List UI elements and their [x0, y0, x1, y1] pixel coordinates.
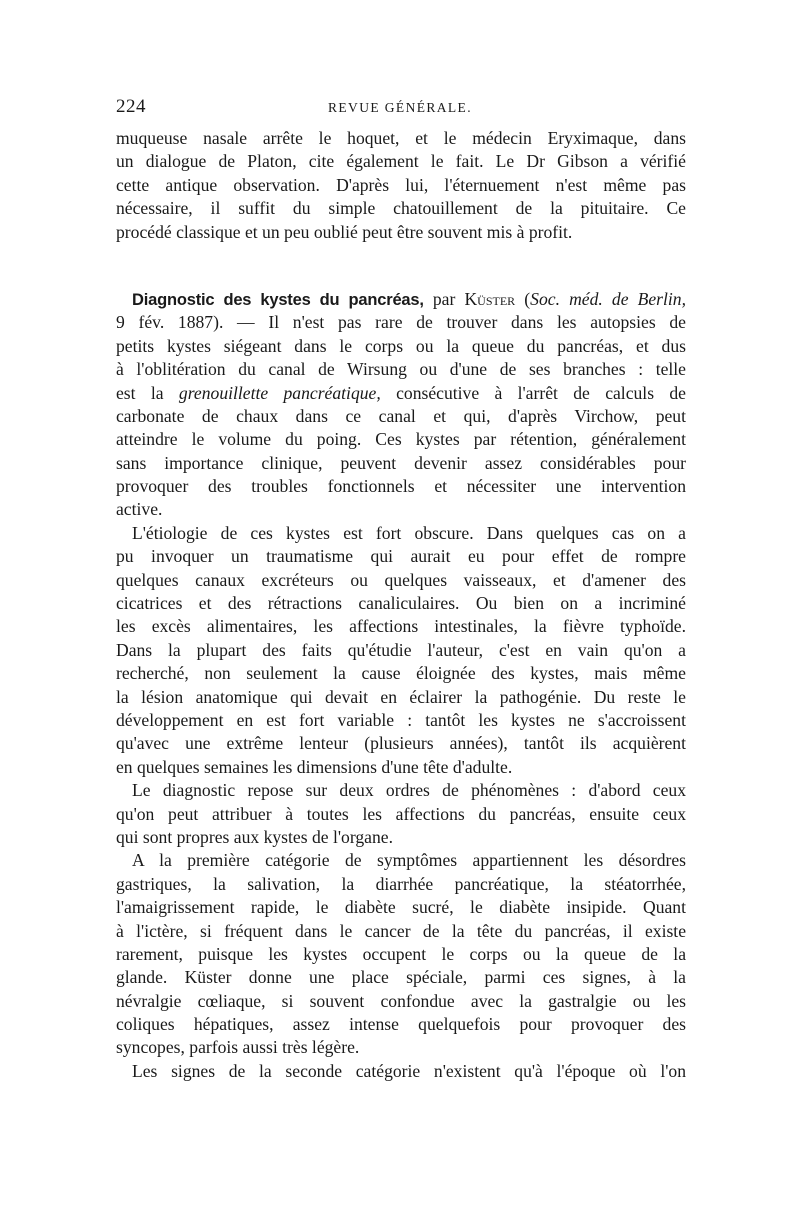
paragraph-diagnostic — [116, 779, 686, 849]
text-line: à l'ictère, si fréquent dans le cancer de la tête du pancréas, il existe — [116, 920, 686, 941]
text-line: quelques canaux excréteurs ou quelques vaisseaux, et d'amener des — [116, 569, 686, 590]
article-author: Küster — [464, 288, 516, 309]
text-line: recherché, non seulement la cause éloignée des kystes, mais même — [116, 663, 686, 684]
text-line: provoquer des troubles fonctionnels et nécessiter une intervention — [116, 476, 686, 497]
text-line: un dialogue de Platon, cite également le fait. Le Dr Gibson a vérifié — [116, 151, 686, 172]
body-text — [116, 127, 686, 1083]
text-line: développement en est fort variable : tantôt les kystes ne s'accroissent — [116, 709, 686, 730]
text-line: Le diagnostic repose sur deux ordres de phénomènes : d'abord ceux — [132, 780, 686, 801]
text-line: l'amaigrissement rapide, le diabète sucré, le diabète insipide. Quant — [116, 897, 686, 918]
text-line: les excès alimentaires, les affections intestinales, la fièvre typhoïde. — [116, 616, 686, 637]
text-line: névralgie cœliaque, si souvent confondue avec la gastralgie ou les — [116, 990, 686, 1011]
text-line: syncopes, parfois aussi très légère. — [116, 1037, 360, 1058]
text-line-grenouillette — [116, 382, 686, 405]
article-source: Soc. méd. de Berlin, — [530, 288, 686, 309]
article-source-open: ( — [515, 288, 531, 309]
text-line: Les signes de la seconde catégorie n'existent qu'à l'époque où l'on — [132, 1060, 686, 1081]
paragraph-etiologie — [116, 522, 686, 779]
text-line: la lésion anatomique qui devait en éclairer la pathogénie. Du reste le — [116, 686, 686, 707]
text-line: atteindre le volume du poing. Ces kystes par rétention, généralement — [116, 429, 686, 450]
text-line: pu invoquer un traumatisme qui aurait eu pour effet de rompre — [116, 546, 686, 567]
text-line: glande. Küster donne une place spéciale, parmi ces signes, à la — [116, 967, 686, 988]
text-line: Dans la plupart des faits qu'étudie l'auteur, c'est en vain qu'on a — [116, 639, 686, 660]
text-line: gastriques, la salivation, la diarrhée pancréatique, la stéatorrhée, — [116, 873, 686, 894]
text-line: muqueuse nasale arrête le hoquet, et le médecin Eryximaque, dans — [116, 128, 686, 148]
running-title: REVUE GÉNÉRALE. — [328, 100, 472, 115]
text-line: A la première catégorie de symptômes appartiennent les désordres — [132, 850, 686, 871]
text-line: procédé classique et un peu oublié peut être souvent mis à profit. — [116, 221, 573, 242]
text-line: L'étiologie de ces kystes est fort obscure. Dans quelques cas on a — [132, 522, 686, 543]
paragraph-hoquet — [116, 127, 686, 244]
article-kystes-pancreas — [116, 288, 686, 522]
section-gap — [116, 244, 686, 288]
article-heading: Diagnostic des kystes du pancréas, — [132, 290, 424, 309]
running-head — [116, 96, 686, 120]
line-part: consécutive à l'arrêt de calculs de — [380, 382, 686, 403]
text-line: petits kystes siégeant dans le corps ou la queue du pancréas, et dus — [116, 335, 686, 356]
text-line: cicatrices et des rétractions canaliculaires. Ou bien on a incriminé — [116, 593, 686, 614]
page-number: 224 — [116, 96, 146, 117]
text-line: active. — [116, 499, 163, 520]
article-heading-line — [116, 288, 686, 311]
text-line: coliques hépatiques, assez intense quelquefois pour provoquer des — [116, 1014, 686, 1035]
text-line: à l'oblitération du canal de Wirsung ou d'une de ses branches : telle — [116, 359, 686, 380]
text-line: en quelques semaines les dimensions d'une tête d'adulte. — [116, 756, 513, 777]
text-line: 9 fév. 1887). — Il n'est pas rare de trouver dans les autopsies de — [116, 312, 686, 333]
text-line: carbonate de chaux dans ce canal et qui, d'après Virchow, peut — [116, 405, 686, 426]
text-line: qu'avec une extrême lenteur (plusieurs années), tantôt ils acquièrent — [116, 733, 686, 754]
paragraph-seconde-categorie — [116, 1060, 686, 1083]
paragraph-premiere-categorie — [116, 849, 686, 1060]
text-line: sans importance clinique, peuvent devenir assez considérables pour — [116, 452, 686, 473]
line-part: est la — [116, 382, 179, 403]
text-line: qui sont propres aux kystes de l'organe. — [116, 826, 393, 847]
term-grenouillette: grenouillette pancréatique, — [178, 382, 381, 403]
text-line: qu'on peut attribuer à toutes les affections du pancréas, ensuite ceux — [116, 803, 686, 824]
text-line: nécessaire, il suffit du simple chatouillement de la pituitaire. Ce — [116, 198, 686, 219]
text-line: cette antique observation. D'après lui, l'éternuement n'est même pas — [116, 174, 686, 195]
article-par: par — [423, 288, 465, 309]
text-line: rarement, puisque les kystes occupent le corps ou la queue de la — [116, 943, 686, 964]
